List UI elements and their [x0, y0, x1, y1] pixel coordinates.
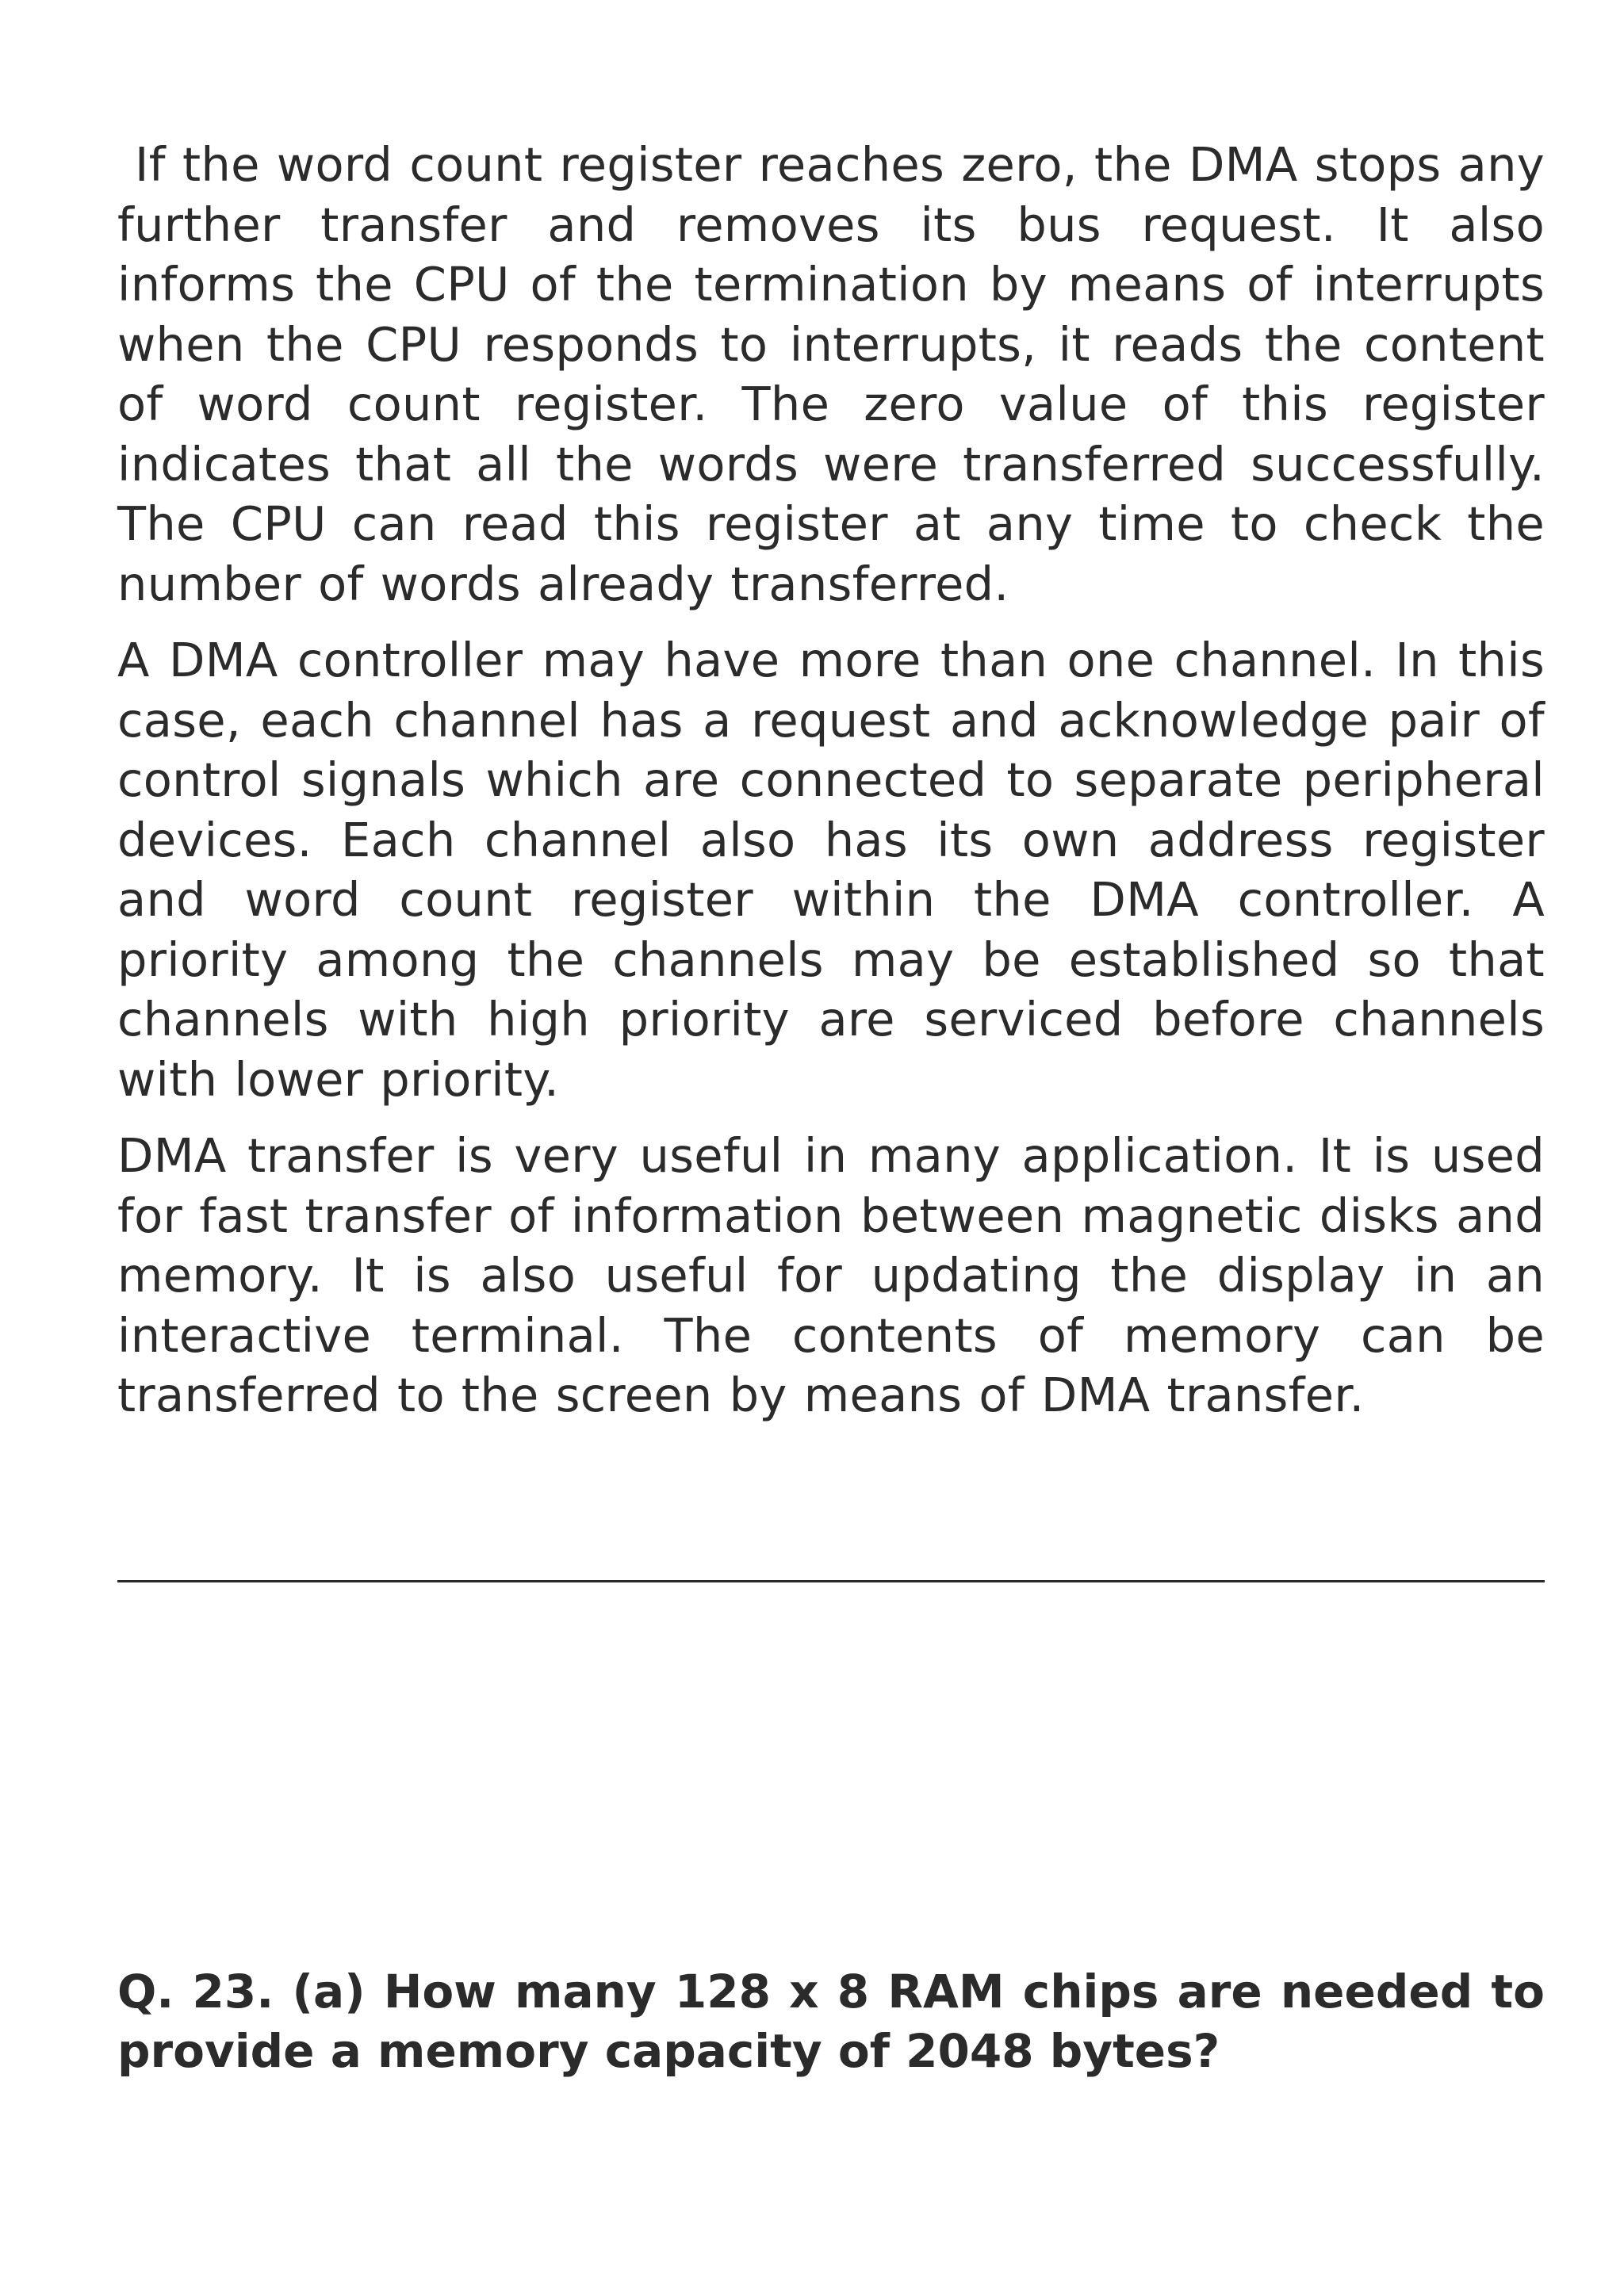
question-heading: Q. 23. (a) How many 128 x 8 RAM chips are needed to provide a memory capacity of 2048 bytes? — [117, 1965, 1545, 2078]
paragraph-word-count-register: If the word count register reaches zero, the DMA stops any further transfer and removes its bus request. It also informs the CPU of the termination by means of interrupts when the CPU responds to interrupts, it reads the content of word count register. The zero value of this register indicates that all the words were transferred successfully. The CPU can read this register at any time to check the number of words already transferred. — [117, 137, 1545, 611]
paragraph-dma-channels: A DMA controller may have more than one channel. In this case, each channel has a request and acknowledge pair of control signals which are connected to separate peripheral devices. Each channel also has its own address register and word count register within the DMA controller. A priority among the channels may be established so that channels with high priority are serviced before channels with lower priority. — [117, 633, 1545, 1107]
section-divider — [117, 1580, 1545, 1582]
paragraph-dma-applications: DMA transfer is very useful in many application. It is used for fast transfer of information between magnetic disks and memory. It is also useful for updating the display in an interactive terminal. The contents of memory can be transferred to the screen by means of DMA transfer. — [117, 1128, 1545, 1422]
document-body — [117, 135, 1545, 1425]
